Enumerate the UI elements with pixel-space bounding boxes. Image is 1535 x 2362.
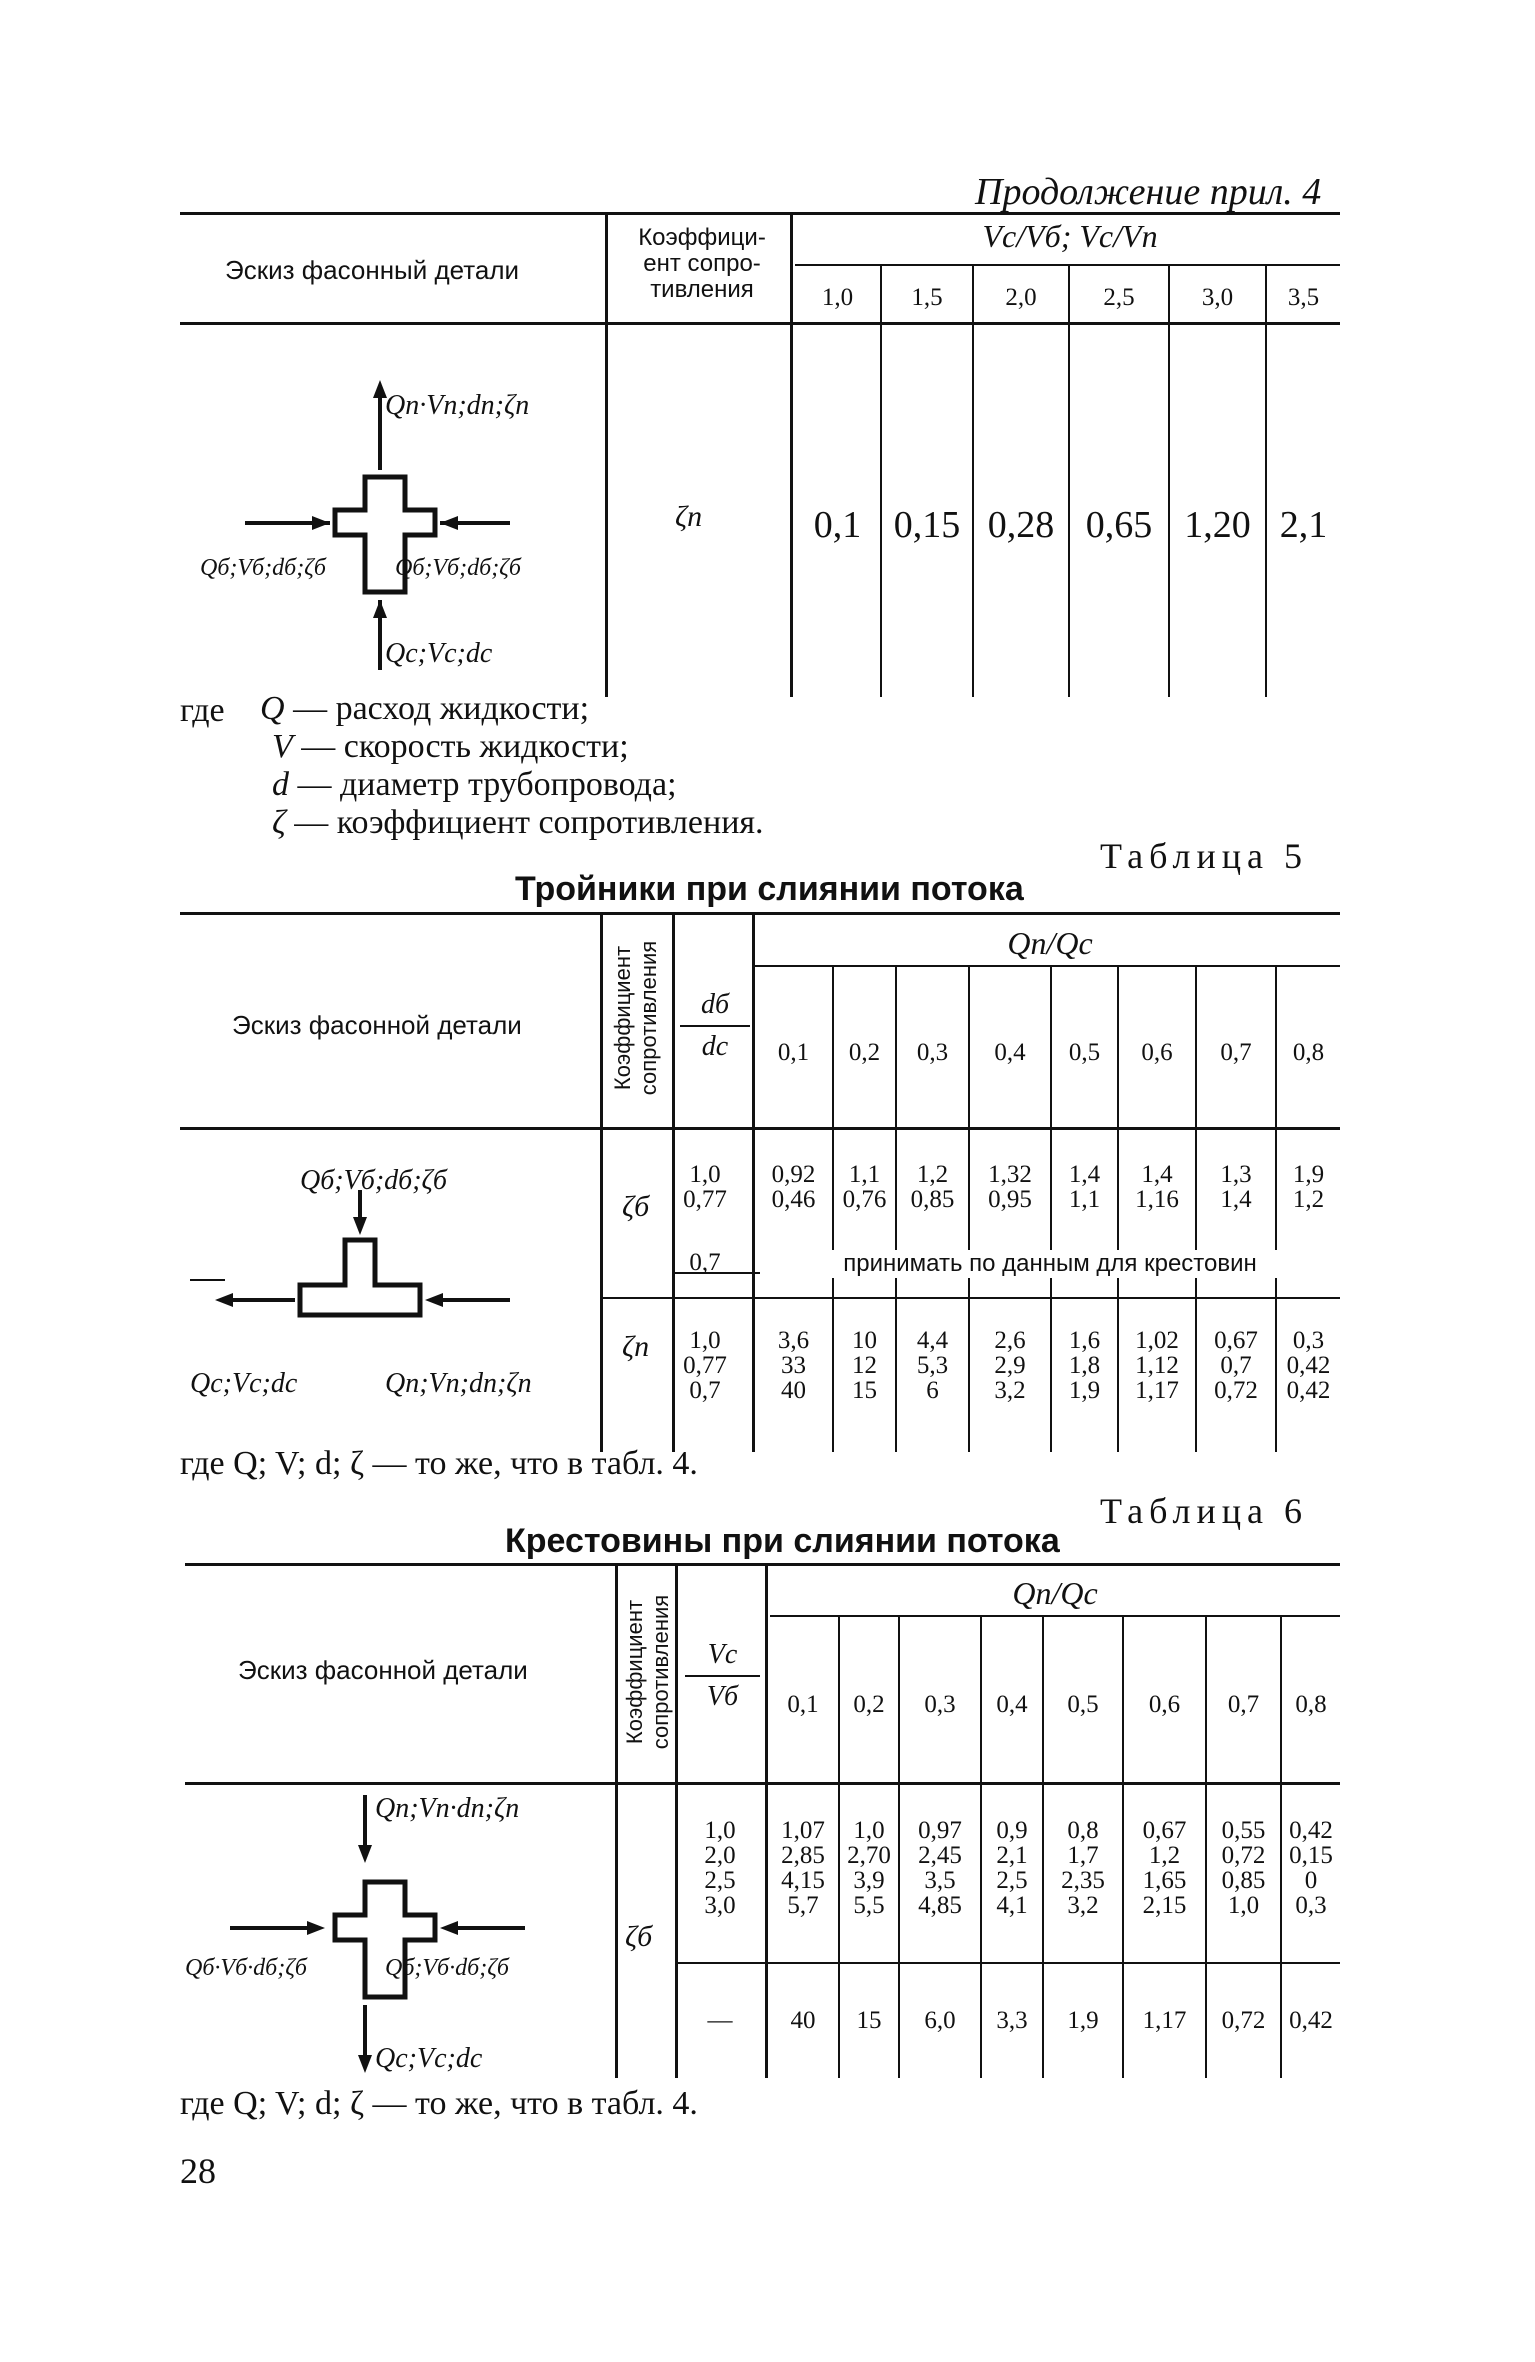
table5-p-value: 3,6 33 40 [777,1327,810,1404]
legend-prefix: где [180,692,225,729]
table5-group-header: Qп/Qс [1007,925,1093,961]
table5-col-coef-header: Коэффициент сопротивления [610,940,661,1096]
table5-ratio-val: 1,0 0,77 [683,1161,727,1213]
table4-col-sketch-header: Эскиз фасонный детали [225,255,520,285]
table5-footnote: где Q; V; d; ζ — то же, что в табл. 4. [180,1445,698,1482]
table6-p-value: 15 [856,2007,882,2034]
table5-b-value: 1,3 1,4 [1220,1161,1252,1213]
table6-b-value: 0,67 1,2 1,65 2,15 [1142,1817,1187,1919]
table6-ratio: 0,3 [924,1691,956,1718]
table5-p-value: 10 12 15 [852,1327,877,1404]
table5-title: Тройники при слиянии потока [515,870,1024,908]
table6-b-value: 1,07 2,85 4,15 5,7 [781,1817,825,1919]
table4-col-coef-header: Коэффици- ент сопро- тивления [638,224,766,303]
table6-b-value: 0,9 2,1 2,5 4,1 [996,1817,1028,1919]
table6-ratio: 0,8 [1295,1691,1327,1718]
table5-p-value: 4,4 5,3 6 [916,1327,949,1404]
table6-p-value: 40 [790,2007,816,2034]
table5-ratio: 0,8 [1292,1039,1325,1066]
table6-p-value: 1,9 [1067,2007,1099,2034]
table4-ratio: 3,5 [1287,284,1320,311]
table5-ratio-val: 1,0 0,77 0,7 [683,1327,727,1404]
legend-item: Q — расход жидкости; [260,690,590,727]
table5-p-value: 1,02 1,12 1,17 [1135,1327,1179,1404]
table6-footnote: где Q; V; d; ζ — то же, что в табл. 4. [180,2085,698,2122]
table6-col-ratio-header: Vс Vб [685,1635,760,1717]
table4-value: 0,1 [813,504,862,546]
table6-ratio: 0,7 [1227,1691,1260,1718]
table5-b-value: 1,1 0,76 [842,1161,887,1213]
table5-ratio: 0,5 [1068,1039,1101,1066]
table6-ratio-val: 1,0 2,0 2,5 3,0 [704,1817,736,1919]
table5-b-value: 1,2 0,85 [910,1161,955,1213]
table5-extra-note: принимать по данным для крестовин [760,1250,1340,1278]
table5-extra-ratio: 0,7 [689,1249,721,1276]
table5-symbol-p: ζп [622,1330,650,1363]
table6-sketch-label-left: Qб·Vб·dб;ζб [185,1955,307,1981]
table4-value: 0,65 [1085,504,1153,546]
table6-p-value: 0,42 [1289,2007,1333,2034]
table5-b-value: 1,9 1,2 [1292,1161,1325,1213]
page-number: 28 [180,2151,216,2191]
table6-sketch-label-top: Qп;Vп·dп;ζп [375,1793,520,1824]
table4-ratio: 3,0 [1201,284,1234,311]
table4-value: 1,20 [1184,504,1251,546]
table4-sketch-label-left: Qб;Vб;dб;ζб [200,555,326,581]
table6-group-header: Qп/Qс [1012,1575,1098,1611]
table6-col-coef-header: Коэффициент сопротивления [622,1594,673,1750]
table5-ratio: 0,3 [916,1039,949,1066]
table6-col-sketch-header: Эскиз фасонной детали [238,1655,528,1685]
table5-ratio: 0,2 [848,1039,881,1066]
table5-p-value: 0,67 0,7 0,72 [1214,1327,1258,1404]
table4-ratio: 2,0 [1005,284,1037,311]
table4-value: 0,28 [987,504,1055,546]
table5-ratio: 0,4 [994,1039,1026,1066]
table4-sketch-label-top: Qп·Vп;dп;ζп [385,390,530,421]
table6-ratio: 0,2 [853,1691,885,1718]
table6-b-value: 0,8 1,7 2,35 3,2 [1061,1817,1105,1919]
table4-ratio: 2,5 [1103,284,1135,311]
table6-p-value: 3,3 [996,2007,1028,2034]
table6-ratio: 0,6 [1148,1691,1181,1718]
table4-group-header: Vс/Vб; Vс/Vп [982,218,1158,254]
table6-p-ratio-val: — [707,2007,733,2034]
table5-p-value: 2,6 2,9 3,2 [994,1327,1026,1404]
table6-p-value: 6,0 [924,2007,956,2034]
table6-ratio: 0,4 [996,1691,1028,1718]
legend-item: V — скорость жидкости; [272,728,629,765]
continuation-title: Продолжение прил. 4 [975,171,1322,213]
table5-b-value: 1,4 1,1 [1068,1161,1101,1213]
table6-ratio: 0,5 [1067,1691,1099,1718]
table6-b-value: 0,42 0,15 0 0,3 [1289,1817,1333,1919]
legend-item: ζ — коэффициент сопротивления. [272,804,764,841]
table5-label: Таблица 5 [1100,836,1308,876]
table5-ratio: 0,6 [1141,1039,1173,1066]
cross-fitting-sketch [200,380,600,680]
table5-sketch-label-right: Qп;Vп;dп;ζп [385,1368,532,1399]
table5-col-ratio-header: dб dс [680,985,750,1067]
legend-item: d — диаметр трубопровода; [272,766,677,803]
table6-sketch-label-right: Qб;Vб·dб;ζб [385,1955,509,1981]
table6-b-value: 0,55 0,72 0,85 1,0 [1221,1817,1266,1919]
table5-ratio: 0,7 [1220,1039,1252,1066]
table5-ratio: 0,1 [777,1039,810,1066]
table6-b-value: 0,97 2,45 3,5 4,85 [918,1817,962,1919]
table6-p-value: 1,17 [1142,2007,1187,2034]
table4-ratio: 1,5 [911,284,943,311]
table5-col-sketch-header: Эскиз фасонной детали [232,1010,522,1040]
cross-fitting-sketch-2 [200,1785,600,2075]
table6-ratio: 0,1 [787,1691,819,1718]
table5-b-value: 1,4 1,16 [1135,1161,1179,1213]
table4-value: 2,1 [1279,504,1328,546]
table5-sketch-label-left: Qс;Vс;dс [190,1368,298,1399]
table5-p-value: 0,3 0,42 0,42 [1286,1327,1331,1404]
table6-title: Крестовины при слиянии потока [505,1522,1060,1560]
table4-value: 0,15 [893,504,961,546]
table6-label: Таблица 6 [1100,1491,1308,1531]
table4-sketch-label-bottom: Qс;Vс;dс [385,638,493,669]
table4-coef-symbol: ζп [675,500,703,533]
table6-p-value: 0,72 [1221,2007,1266,2034]
table4-ratio: 1,0 [821,284,854,311]
table6-sketch-label-bottom: Qс;Vс;dс [375,2043,483,2074]
table5-sketch-label-top: Qб;Vб;dб;ζб [300,1165,447,1196]
table6-symbol-b: ζб [625,1920,653,1953]
table6-b-value: 1,0 2,70 3,9 5,5 [847,1817,891,1919]
table5-symbol-b: ζб [622,1190,650,1223]
table4-sketch-label-right: Qб;Vб;dб;ζб [395,555,521,581]
table5-b-value: 0,92 0,46 [771,1161,816,1213]
table5-p-value: 1,6 1,8 1,9 [1068,1327,1101,1404]
table5-b-value: 1,32 0,95 [988,1161,1032,1213]
